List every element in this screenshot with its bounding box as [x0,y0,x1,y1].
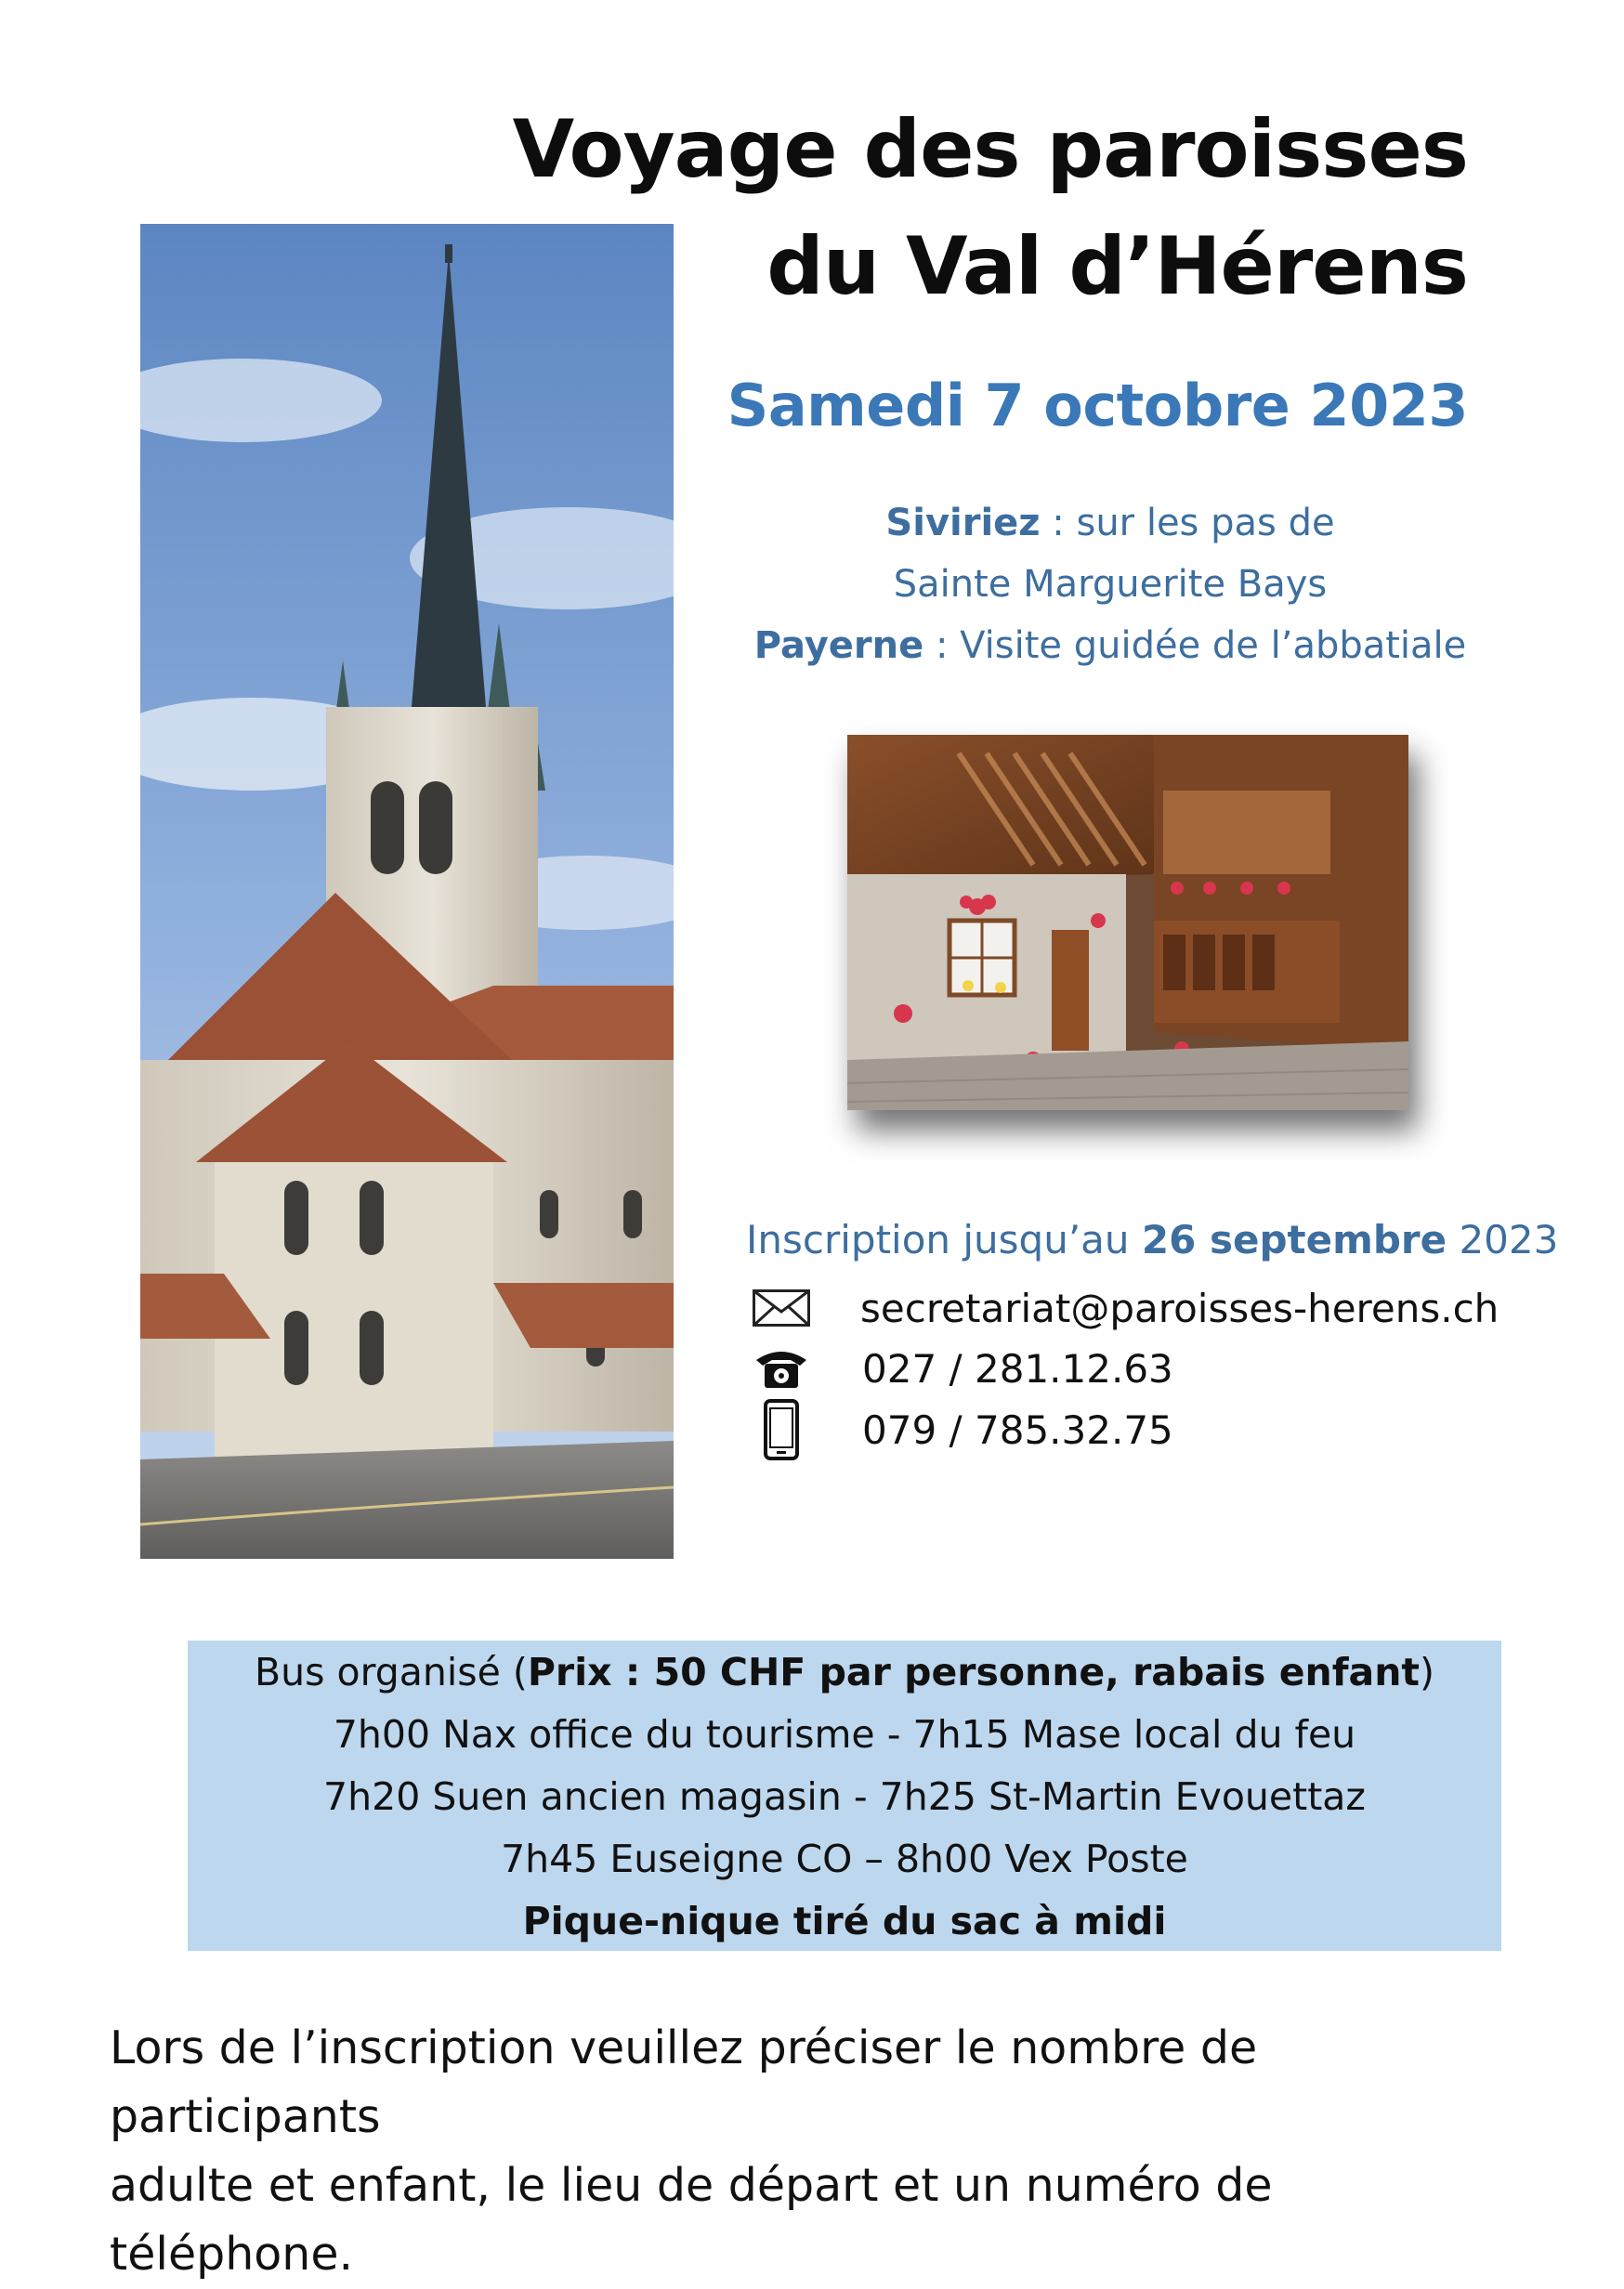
payerne-label: Payerne [753,624,924,667]
phone-number: 027 / 281.12.63 [862,1345,1173,1392]
program-payerne [743,615,1477,676]
chalet-photo [847,735,1408,1110]
bus-paren: ) [1420,1650,1434,1694]
contact-email-row [749,1275,1500,1341]
email-link[interactable]: secretariat@paroisses-herens.ch [860,1285,1500,1331]
contact-mobile-row [749,1397,1173,1462]
bus-stop-line-3: 7h45 Euseigne CO – 8h00 Vex Poste [501,1837,1188,1881]
mobile-number: 079 / 785.32.75 [862,1406,1173,1453]
registration-year: 2023 [1447,1217,1559,1262]
bus-price: Prix : 50 CHF par personne, rabais enfant [527,1650,1420,1694]
payerne-text: : Visite guidée de l’abbatiale [923,624,1467,667]
picnic-note: Pique-nique tiré du sac à midi [522,1899,1167,1943]
mobile-phone-icon [749,1400,814,1459]
program-siviriez-2: Sainte Marguerite Bays [893,563,1328,606]
bus-stop-line-2: 7h20 Suen ancien magasin - 7h25 St-Martin Evouettaz [323,1774,1366,1819]
siviriez-text: : sur les pas de [1040,502,1335,544]
registration-deadline-date: 26 septembre [1141,1217,1447,1262]
siviriez-label: Siviriez [885,502,1041,544]
registration-prefix: Inscription jusqu’au [746,1217,1142,1262]
church-photo [140,224,674,1559]
program [743,492,1477,676]
registration-deadline [746,1217,1558,1262]
chalet-photo-frame [847,735,1408,1110]
envelope-icon [749,1278,814,1338]
bus-stop-line-1: 7h00 Nax office du tourisme - 7h15 Mase local du feu [333,1712,1356,1757]
bus-info-box [188,1641,1501,1951]
registration-note-line-1: Lors de l’inscription veuillez préciser le nombre de participants [110,2021,1258,2143]
bus-price-line [188,1642,1501,1704]
program-siviriez [743,492,1477,554]
registration-note-line-2: adulte et enfant, le lieu de départ et un numéro de téléphone. [110,2159,1273,2281]
title-line-2: du Val d’Hérens [766,220,1468,313]
registration-note [110,2014,1522,2289]
telephone-icon [749,1339,814,1398]
event-date: Samedi 7 octobre 2023 [727,372,1468,439]
bus-label: Bus organisé ( [254,1650,528,1694]
contact-phone-row [749,1336,1173,1401]
title-line-1: Voyage des paroisses [512,103,1468,196]
